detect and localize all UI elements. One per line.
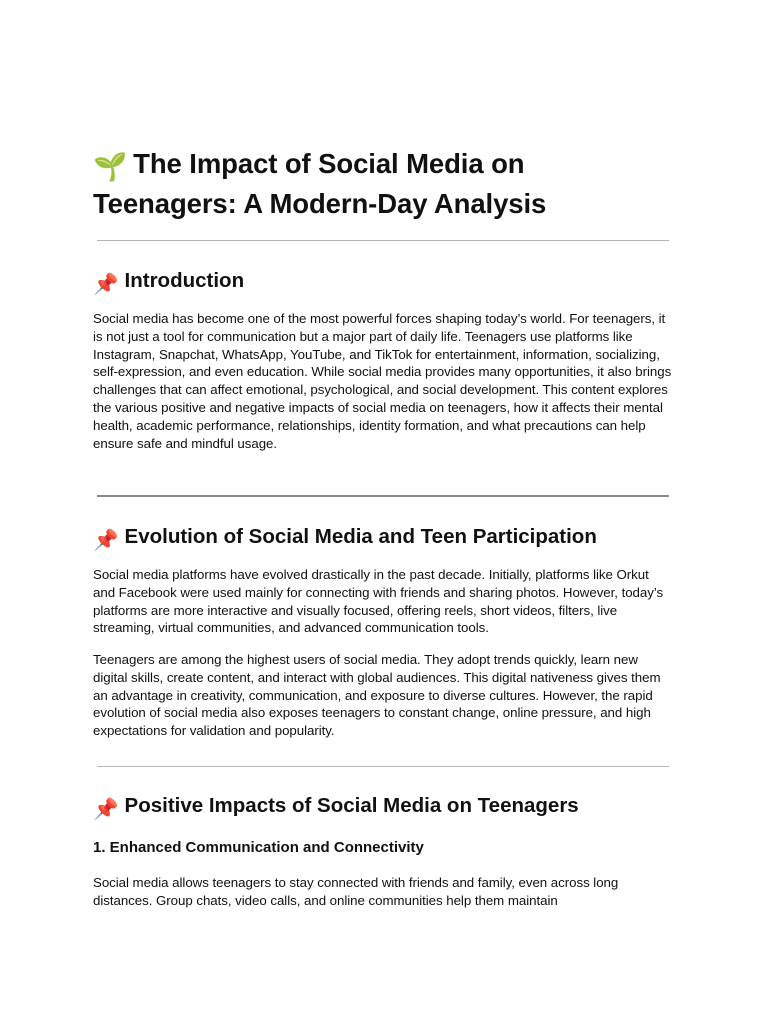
document-title xyxy=(93,145,675,222)
title-line-2: Teenagers: A Modern-Day Analysis xyxy=(93,188,547,219)
pushpin-icon: 📌 xyxy=(93,273,119,296)
section-heading-text: Introduction xyxy=(124,269,245,292)
title-line-1: The Impact of Social Media on xyxy=(133,148,525,179)
divider xyxy=(97,495,669,497)
communication-paragraph: Social media allows teenagers to stay connected with friends and family, even across long distances. Group chats, video calls, and online communities help them maintain xyxy=(93,875,619,908)
divider xyxy=(97,766,669,767)
seedling-icon: 🌱 xyxy=(93,151,128,182)
divider xyxy=(97,240,669,241)
section-heading-positive xyxy=(93,792,675,824)
section-heading-text: Positive Impacts of Social Media on Teenagers xyxy=(124,794,579,817)
subheading-communication: 1. Enhanced Communication and Connectivity xyxy=(93,839,424,856)
pushpin-icon: 📌 xyxy=(93,529,119,552)
section-heading-text: Evolution of Social Media and Teen Participation xyxy=(124,525,597,548)
section-heading-introduction xyxy=(93,267,675,299)
introduction-paragraph: Social media has become one of the most powerful forces shaping today’s world. For teenagers, it is not just a tool for communication but a major part of daily life. Teenagers use platforms like Instagram, Snapchat, WhatsApp, YouTube, and TikTok for entertainment, information, socializing, self-expression, and even education. While social media provides many opportunities, it also brings challenges that can affect emotional, psychological, and social development. This content explores the various positive and negative impacts of social media on teenagers, how it affects their mental health, academic performance, relationships, identity formation, and what precautions can help ensure safe and mindful usage. xyxy=(93,311,672,451)
section-heading-evolution xyxy=(93,523,675,555)
evolution-paragraph-2: Teenagers are among the highest users of social media. They adopt trends quickly, learn new digital skills, create content, and interact with global audiences. This digital nativeness gives them an advantage in creativity, communication, and exposure to diverse cultures. However, the rapid evolution of social media also exposes teenagers to constant change, online pressure, and high expectations for validation and popularity. xyxy=(93,652,661,739)
evolution-paragraph-1: Social media platforms have evolved drastically in the past decade. Initially, platforms like Orkut and Facebook were used mainly for connecting with friends and sharing photos. However, today’s platforms are more interactive and visually focused, offering reels, short videos, filters, live streaming, virtual communities, and advanced communication tools. xyxy=(93,567,664,636)
pushpin-icon: 📌 xyxy=(93,798,119,821)
